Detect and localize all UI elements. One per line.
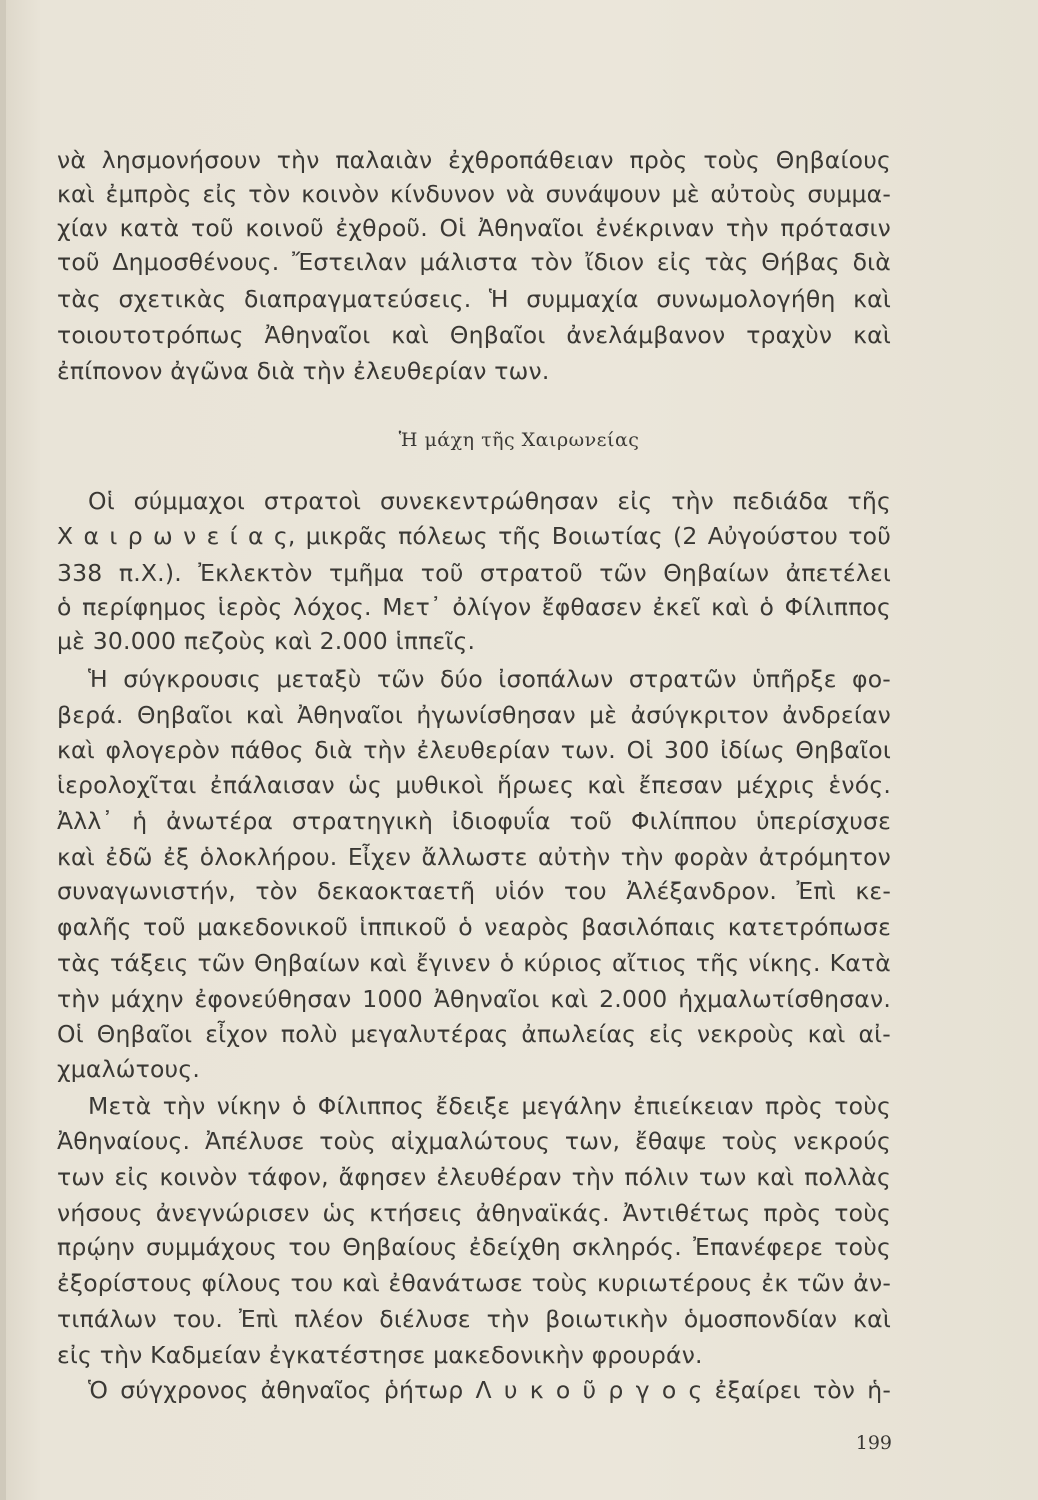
text-line: μὲ 30.000 πεζοὺς καὶ 2.000 ἱππεῖς. [57,627,476,655]
page-edge [0,0,6,1500]
text-line: ἱερολοχῖται ἐπάλαισαν ὡς μυθικοὶ ἥρωες καὶ ἔπεσαν μέχρις ἑνός. [57,771,891,799]
text-line: τιπάλων του. Ἐπὶ πλέον διέλυσε τὴν βοιωτικὴν ὁμοσπονδίαν καὶ [57,1305,891,1333]
text-line: τὰς σχετικὰς διαπραγματεύσεις. Ἡ συμμαχία συνωμολογήθη καὶ [57,285,891,313]
text-line: τοιουτοτρόπως Ἀθηναῖοι καὶ Θηβαῖοι ἀνελάμβανον τραχὺν καὶ [57,321,891,349]
text-line: Ὁ σύγχρονος ἀθηναῖος ῥήτωρ Λ υ κ ο ῦ ρ γ ο ς ἐξαίρει τὸν ἡ- [88,1376,891,1404]
text-line: ἐξορίστους φίλους του καὶ ἐθανάτωσε τοὺς κυριωτέρους ἐκ τῶν ἀν- [57,1269,891,1297]
text-line: νὰ λησμονήσουν τὴν παλαιὰν ἐχθροπάθειαν πρὸς τοὺς Θηβαίους [57,146,891,174]
text-line: βερά. Θηβαῖοι καὶ Ἀθηναῖοι ἠγωνίσθησαν μὲ ἀσύγκριτον ἀνδρείαν [57,701,891,729]
text-line: φαλῆς τοῦ μακεδονικοῦ ἱππικοῦ ὁ νεαρὸς βασιλόπαις κατετρόπωσε [57,913,891,941]
text-line: Ἡ σύγκρουσις μεταξὺ τῶν δύο ἰσοπάλων στρατῶν ὑπῆρξε φο- [88,665,891,693]
text-line: τοῦ Δημοσθένους. Ἔστειλαν μάλιστα τὸν ἴδιον εἰς τὰς Θήβας διὰ [57,248,891,276]
text-line: Χ α ι ρ ω ν ε ί α ς, μικρᾶς πόλεως τῆς Βοιωτίας (2 Αὐγούστου τοῦ [57,522,891,550]
text-line: εἰς τὴν Καδμείαν ἐγκατέστησε μακεδονικὴν φρουράν. [57,1341,703,1369]
text-line: Οἱ σύμμαχοι στρατοὶ συνεκεντρώθησαν εἰς τὴν πεδιάδα τῆς [88,487,891,515]
text-line: νήσους ἀνεγνώρισεν ὡς κτήσεις ἀθηναϊκάς. Ἀντιθέτως πρὸς τοὺς [57,1199,891,1227]
page-number: 199 [855,1432,892,1454]
text-line: συναγωνιστήν, τὸν δεκαοκταετῆ υἱόν του Ἀλέξανδρον. Ἐπὶ κε- [57,877,891,905]
section-heading: Ἡ μάχη τῆς Χαιρωνείας [398,429,640,451]
text-line: Ἀθηναίους. Ἀπέλυσε τοὺς αἰχμαλώτους των, ἔθαψε τοὺς νεκρούς [57,1127,891,1155]
text-line: 338 π.Χ.). Ἐκλεκτὸν τμῆμα τοῦ στρατοῦ τῶν Θηβαίων ἀπετέλει [57,559,891,587]
text-line: Μετὰ τὴν νίκην ὁ Φίλιππος ἔδειξε μεγάλην ἐπιείκειαν πρὸς τοὺς [88,1092,891,1120]
text-line: των εἰς κοινὸν τάφον, ἄφησεν ἐλευθέραν τὴν πόλιν των καὶ πολλὰς [57,1163,891,1191]
text-line: πρῴην συμμάχους του Θηβαίους ἐδείχθη σκληρός. Ἐπανέφερε τοὺς [57,1233,891,1261]
text-line: τὴν μάχην ἐφονεύθησαν 1000 Ἀθηναῖοι καὶ 2.000 ἠχμαλωτίσθησαν. [57,985,891,1013]
text-line: τὰς τάξεις τῶν Θηβαίων καὶ ἔγινεν ὁ κύριος αἴτιος τῆς νίκης. Κατὰ [57,949,891,977]
text-line: Οἱ Θηβαῖοι εἶχον πολὺ μεγαλυτέρας ἀπωλείας εἰς νεκροὺς καὶ αἰ- [57,1020,891,1048]
text-line: χίαν κατὰ τοῦ κοινοῦ ἐχθροῦ. Οἱ Ἀθηναῖοι ἐνέκριναν τὴν πρότασιν [57,214,891,242]
text-line: καὶ ἐμπρὸς εἰς τὸν κοινὸν κίνδυνον νὰ συνάψουν μὲ αὐτοὺς συμμα- [57,180,891,208]
text-line: ἐπίπονον ἀγῶνα διὰ τὴν ἐλευθερίαν των. [57,357,550,385]
text-line: χμαλώτους. [57,1055,200,1083]
text-line: ὁ περίφημος ἱερὸς λόχος. Μετ᾽ ὀλίγον ἔφθασεν ἐκεῖ καὶ ὁ Φίλιππος [57,593,891,621]
text-line: Ἀλλ᾽ ἡ ἀνωτέρα στρατηγικὴ ἰδιοφυΐα τοῦ Φιλίππου ὑπερίσχυσε [57,807,891,835]
text-line: καὶ ἐδῶ ἐξ ὁλοκλήρου. Εἶχεν ἄλλωστε αὐτὴν τὴν φορὰν ἀτρόμητον [57,843,891,871]
text-line: καὶ φλογερὸν πάθος διὰ τὴν ἐλευθερίαν των. Οἱ 300 ἰδίως Θηβαῖοι [57,736,891,764]
